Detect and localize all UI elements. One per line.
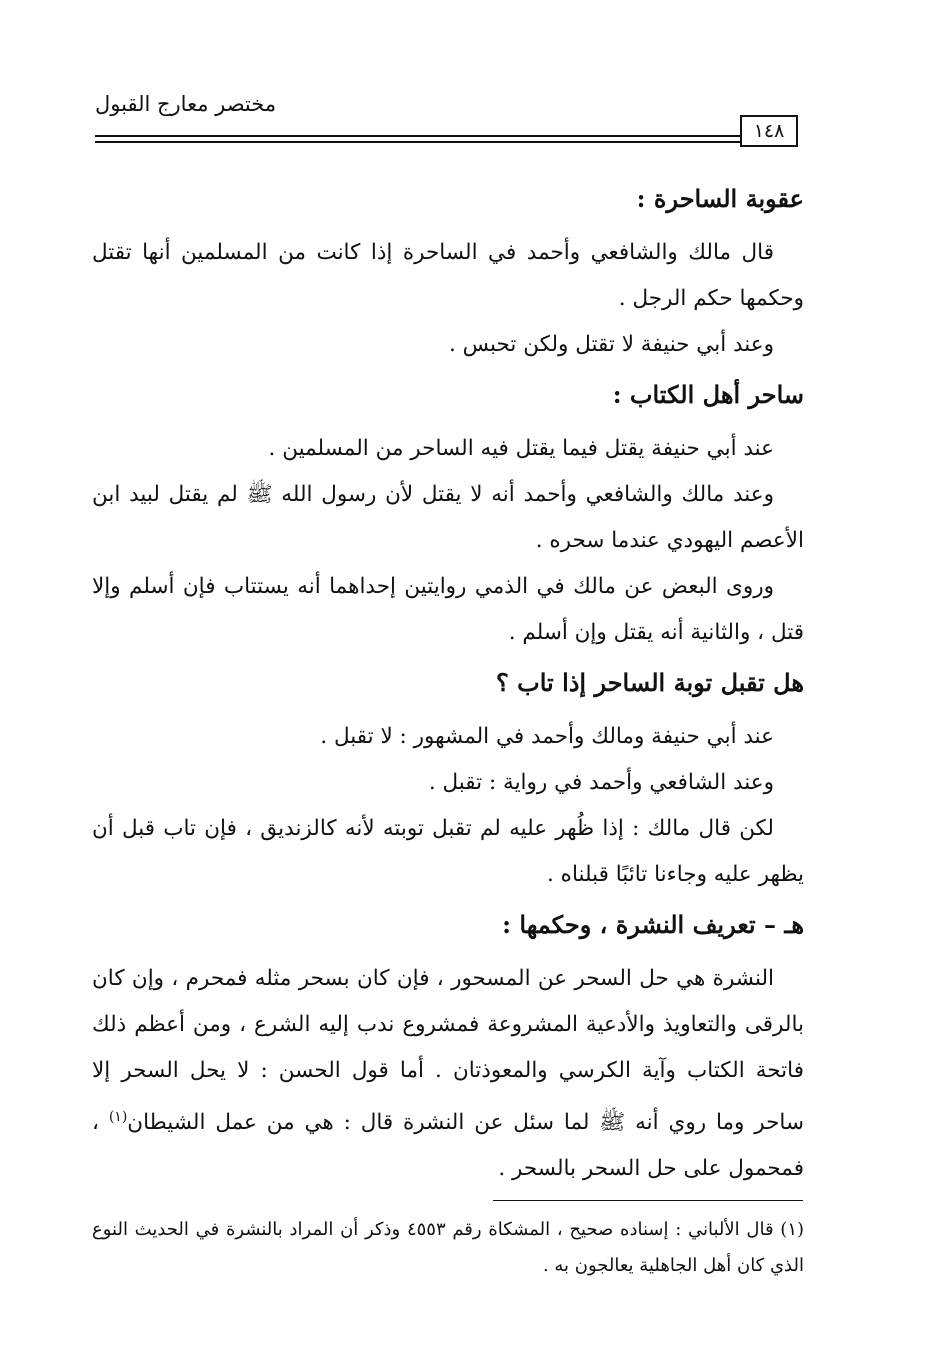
header-rule-top: [95, 135, 742, 137]
running-title: مختصر معارج القبول: [95, 92, 277, 116]
footnotes: [92, 1212, 804, 1284]
paragraph: وعند الشافعي وأحمد في رواية : تقبل .: [428, 770, 774, 795]
section-heading-repentance: هل تقبل توبة الساحر إذا تاب ؟: [496, 668, 804, 697]
footnote-separator: [493, 1200, 803, 1201]
page-number: ١٤٨: [740, 115, 798, 147]
paragraph: وعند مالك والشافعي وأحمد أنه لا يقتل لأن رسول الله ﷺ لم يقتل لبيد ابن الأعصم اليهودي عندما سحره .: [92, 482, 804, 553]
header-rule-bottom: [95, 141, 742, 143]
section-heading-people-of-book-sorcerer: ساحر أهل الكتاب :: [612, 380, 804, 409]
paragraph-with-footnote: [92, 956, 804, 1192]
paragraph-text: النشرة هي حل السحر عن المسحور ، فإن كان بسحر مثله فمحرم ، وإن كان بالرقى والتعاويذ والأدعية المشروعة فمشروع ندب إليه الشرع ، ومن أعظم ذلك فاتحة الكتاب وآية الكرسي والمعوذتان . أما قول الحسن : لا يحل السحر إلا ساحر وما روي أنه ﷺ لما سئل عن النشرة قال : هي من عمل الشيطان: [92, 966, 804, 1136]
footnote: (١) قال الألباني : إسناده صحيح ، المشكاة رقم ٤٥٥٣ وذكر أن المراد بالنشرة في الحديث النوع الذي كان أهل الجاهلية يعالجون به .: [92, 1219, 805, 1276]
footnote-marker: (١): [108, 1109, 128, 1125]
paragraph: عند أبي حنيفة يقتل فيما يقتل فيه الساحر من المسلمين .: [268, 436, 774, 461]
paragraph-text-tail: ، فمحمول على حل السحر بالسحر .: [92, 1110, 804, 1182]
section-heading-nushra-definition: هـ – تعريف النشرة ، وحكمها :: [502, 910, 804, 939]
main-text: [92, 172, 804, 1192]
section-heading-sorceress-punishment: عقوبة الساحرة :: [636, 184, 804, 213]
paragraph: وعند أبي حنيفة لا تقتل ولكن تحبس .: [448, 332, 774, 357]
paragraph: وروى البعض عن مالك في الذمي روايتين إحداهما أنه يستتاب فإن أسلم وإلا قتل ، والثانية أنه يقتل وإن أسلم .: [92, 574, 804, 645]
paragraph: عند أبي حنيفة ومالك وأحمد في المشهور : لا تقبل .: [320, 724, 774, 749]
paragraph: لكن قال مالك : إذا ظُهر عليه لم تقبل توبته لأنه كالزنديق ، فإن تاب قبل أن يظهر عليه وجاءنا تائبًا قبلناه .: [92, 816, 804, 887]
paragraph: قال مالك والشافعي وأحمد في الساحرة إذا كانت من المسلمين أنها تقتل وحكمها حكم الرجل .: [92, 240, 804, 311]
